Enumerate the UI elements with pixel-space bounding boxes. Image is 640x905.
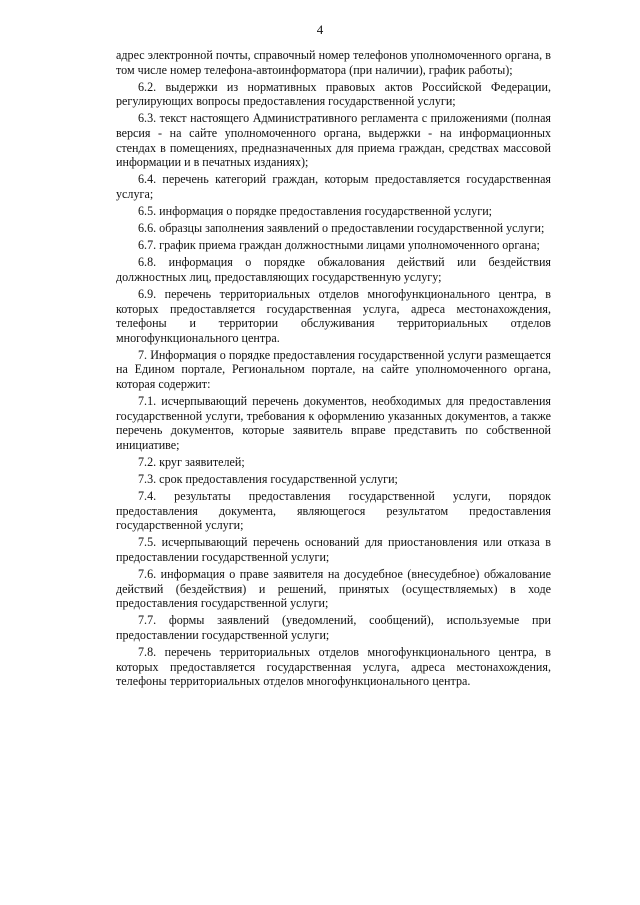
paragraph-6-3: 6.3. текст настоящего Административного регламента с приложениями (полная версия - на сайте уполномоченного органа, выдержки - на информационных стендах в помещениях, предназначенных для приема граждан, средствах массовой информации и в печатных изданиях);	[116, 111, 551, 170]
paragraph-7-4: 7.4. результаты предоставления государственной услуги, порядок предоставления документа, являющегося результатом предоставления государственной услуги;	[116, 489, 551, 533]
paragraph-7-6: 7.6. информация о праве заявителя на досудебное (внесудебное) обжалование действий (бездействия) и решений, принятых (осуществляемых) в ходе предоставления государственной услуги;	[116, 567, 551, 611]
page-number: 4	[316, 22, 324, 37]
paragraph-6-6: 6.6. образцы заполнения заявлений о предоставлении государственной услуги;	[138, 221, 545, 236]
paragraph-6-8: 6.8. информация о порядке обжалования действий или бездействия должностных лиц, предоставляющих государственную услугу;	[116, 255, 551, 284]
paragraph-7-5: 7.5. исчерпывающий перечень оснований для приостановления или отказа в предоставлении государственной услуги;	[116, 535, 551, 564]
paragraph-7-1: 7.1. исчерпывающий перечень документов, необходимых для предоставления государственной услуги, требования к оформлению указанных документов, а также перечень документов, которые заявитель вправе представить по собственной инициативе;	[116, 394, 551, 452]
paragraph-6-7: 6.7. график приема граждан должностными лицами уполномоченного органа;	[138, 238, 540, 253]
paragraph-7-8: 7.8. перечень территориальных отделов многофункционального центра, в которых предоставляется государственная услуга, адреса местонахождения, телефоны территориальных отделов многофункционального центра.	[116, 645, 551, 689]
paragraph-7-2: 7.2. круг заявителей;	[138, 454, 245, 469]
paragraph-6-5: 6.5. информация о порядке предоставления государственной услуги;	[138, 203, 493, 218]
paragraph-6-4: 6.4. перечень категорий граждан, которым предоставляется государственная услуга;	[116, 172, 551, 201]
paragraph-6-1-continuation: адрес электронной почты, справочный номер телефонов уполномоченного органа, в том числе номер телефона-автоинформатора (при наличии), график работы);	[116, 48, 551, 77]
paragraph-6-2: 6.2. выдержки из нормативных правовых актов Российской Федерации, регулирующих вопросы предоставления государственной услуги;	[116, 79, 551, 109]
document-body	[116, 48, 551, 691]
paragraph-6-9: 6.9. перечень территориальных отделов многофункционального центра, в которых предоставляется государственная услуга, адреса местонахождения, телефоны и территории обслуживания территориальных отделов многофункционального центра.	[116, 286, 551, 345]
paragraph-7-7: 7.7. формы заявлений (уведомлений, сообщений), используемые при предоставлении государственной услуги;	[116, 613, 551, 642]
paragraph-7-3: 7.3. срок предоставления государственной услуги;	[138, 472, 398, 487]
paragraph-7: 7. Информация о порядке предоставления государственной услуги размещается на Едином портале, Региональном портале, на сайте уполномоченного органа, которая содержит:	[116, 347, 551, 391]
